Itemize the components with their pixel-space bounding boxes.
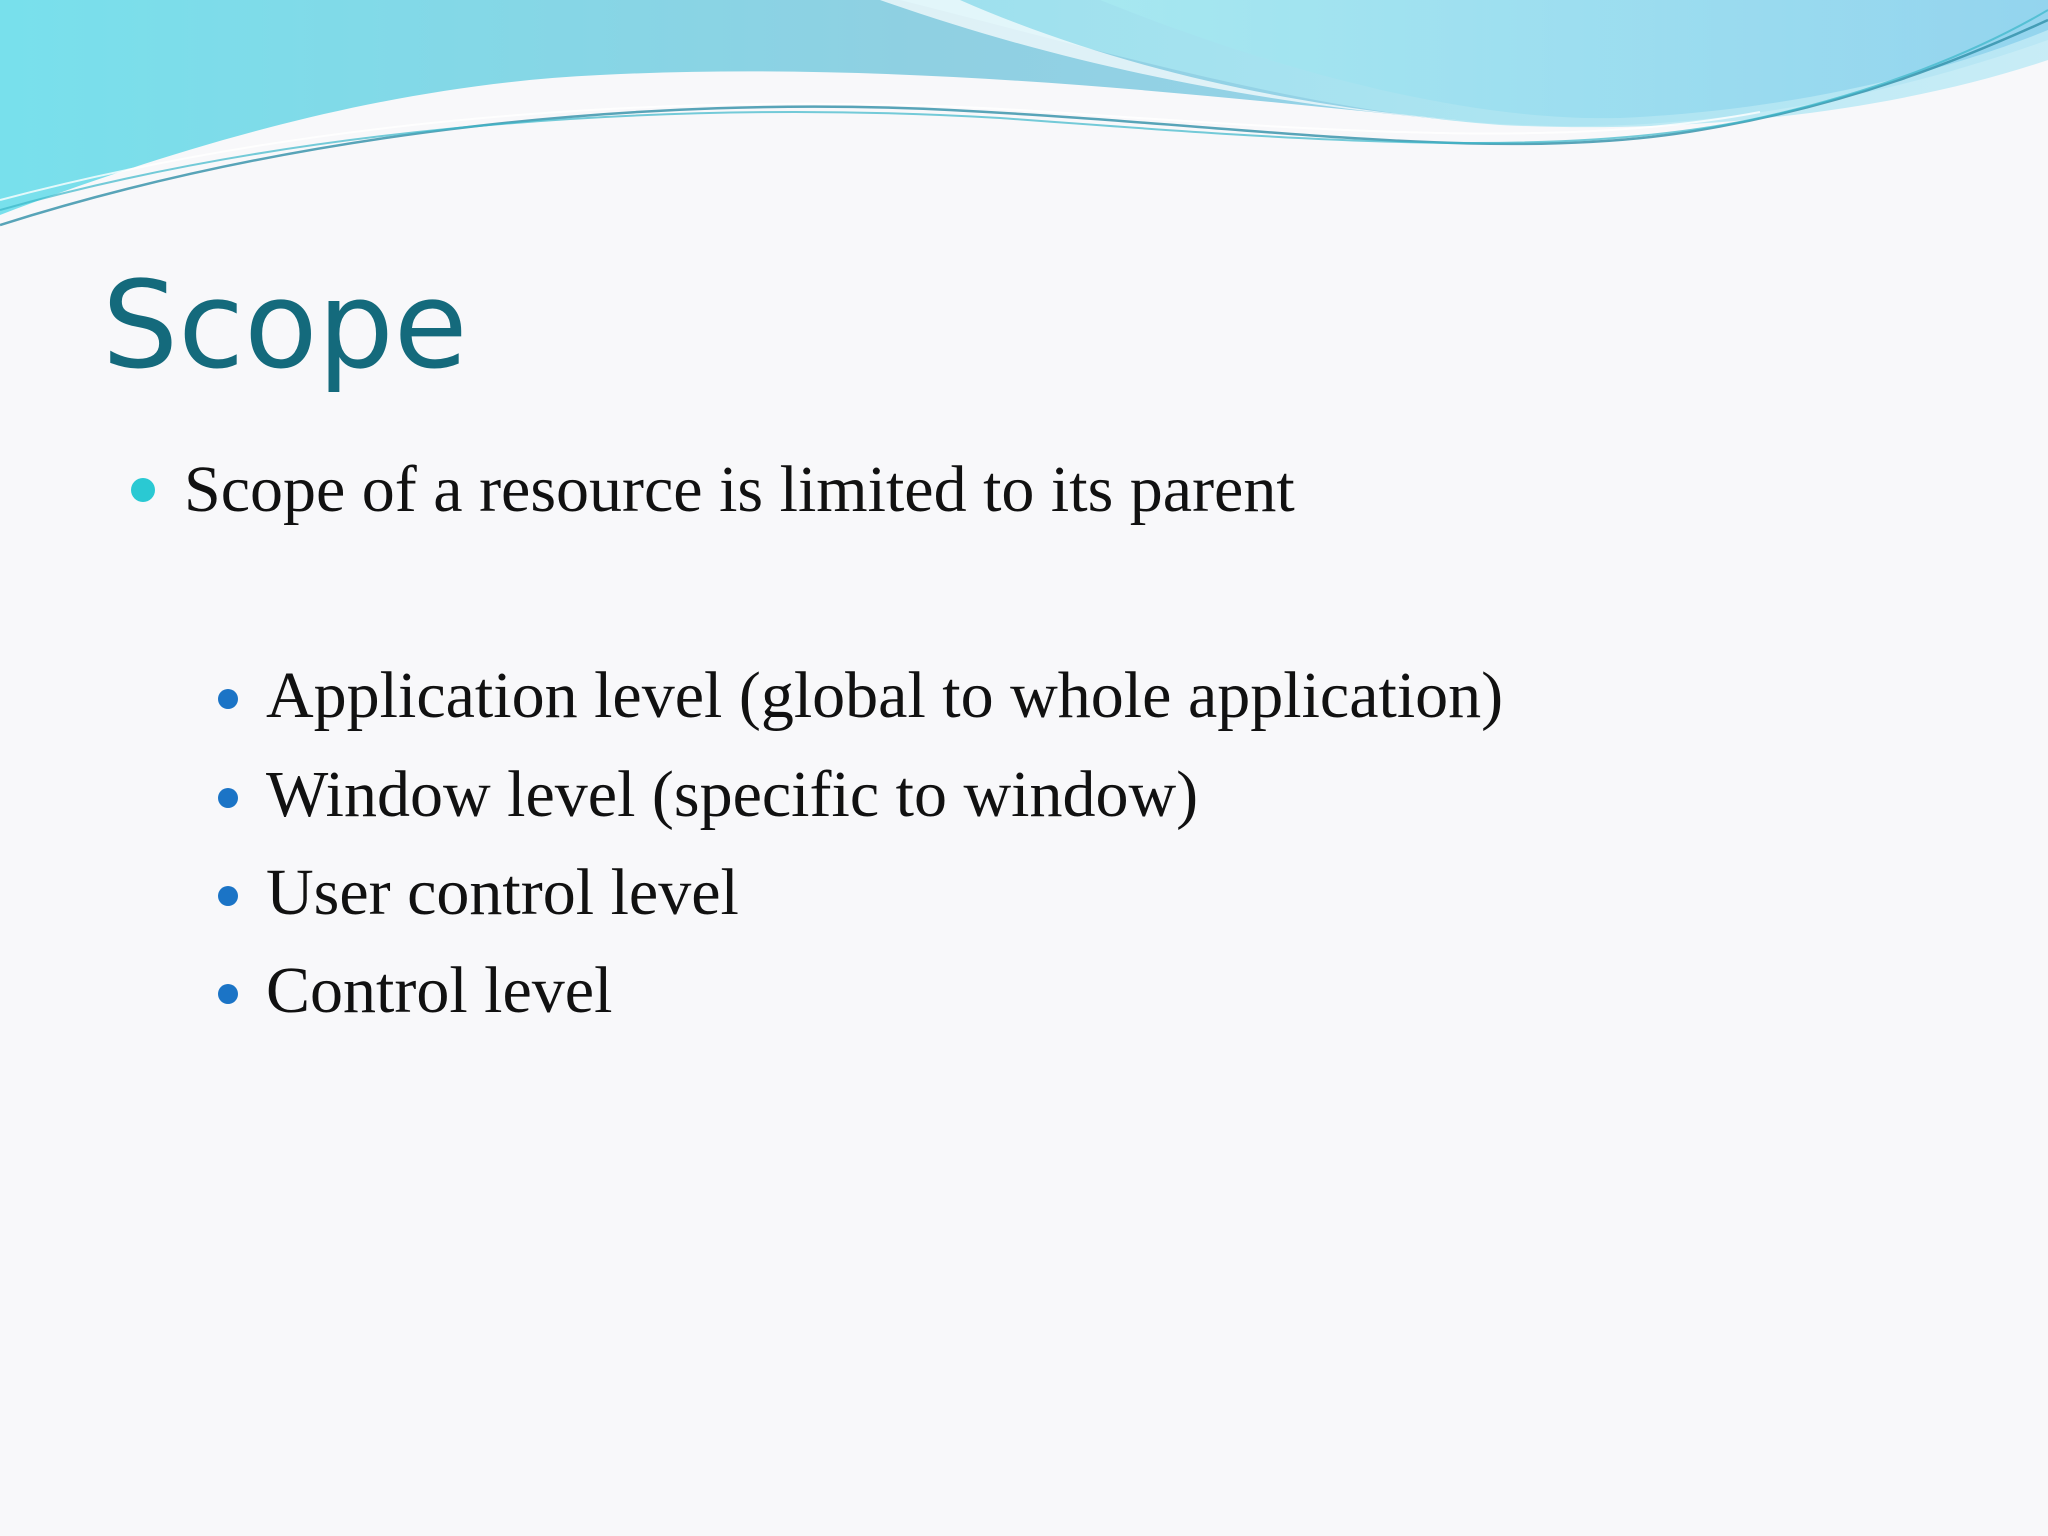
sub-bullet-dot-icon	[218, 886, 238, 906]
sub-bullet-dot-icon	[218, 788, 238, 808]
sub-bullet-text: Application level (global to whole application)	[266, 659, 1504, 732]
sub-bullet-dot-icon	[218, 689, 238, 709]
bullet-dot-icon	[131, 478, 155, 502]
sub-bullet-text: User control level	[266, 856, 739, 929]
header-wave-decoration	[0, 0, 2048, 240]
sub-bullet-dot-icon	[218, 984, 238, 1004]
slide-title: Scope	[102, 257, 468, 396]
bullet-level1-text: Scope of a resource is limited to its parent	[184, 453, 1295, 526]
sub-bullet-text: Window level (specific to window)	[266, 758, 1199, 831]
sub-bullet-text: Control level	[266, 954, 613, 1027]
